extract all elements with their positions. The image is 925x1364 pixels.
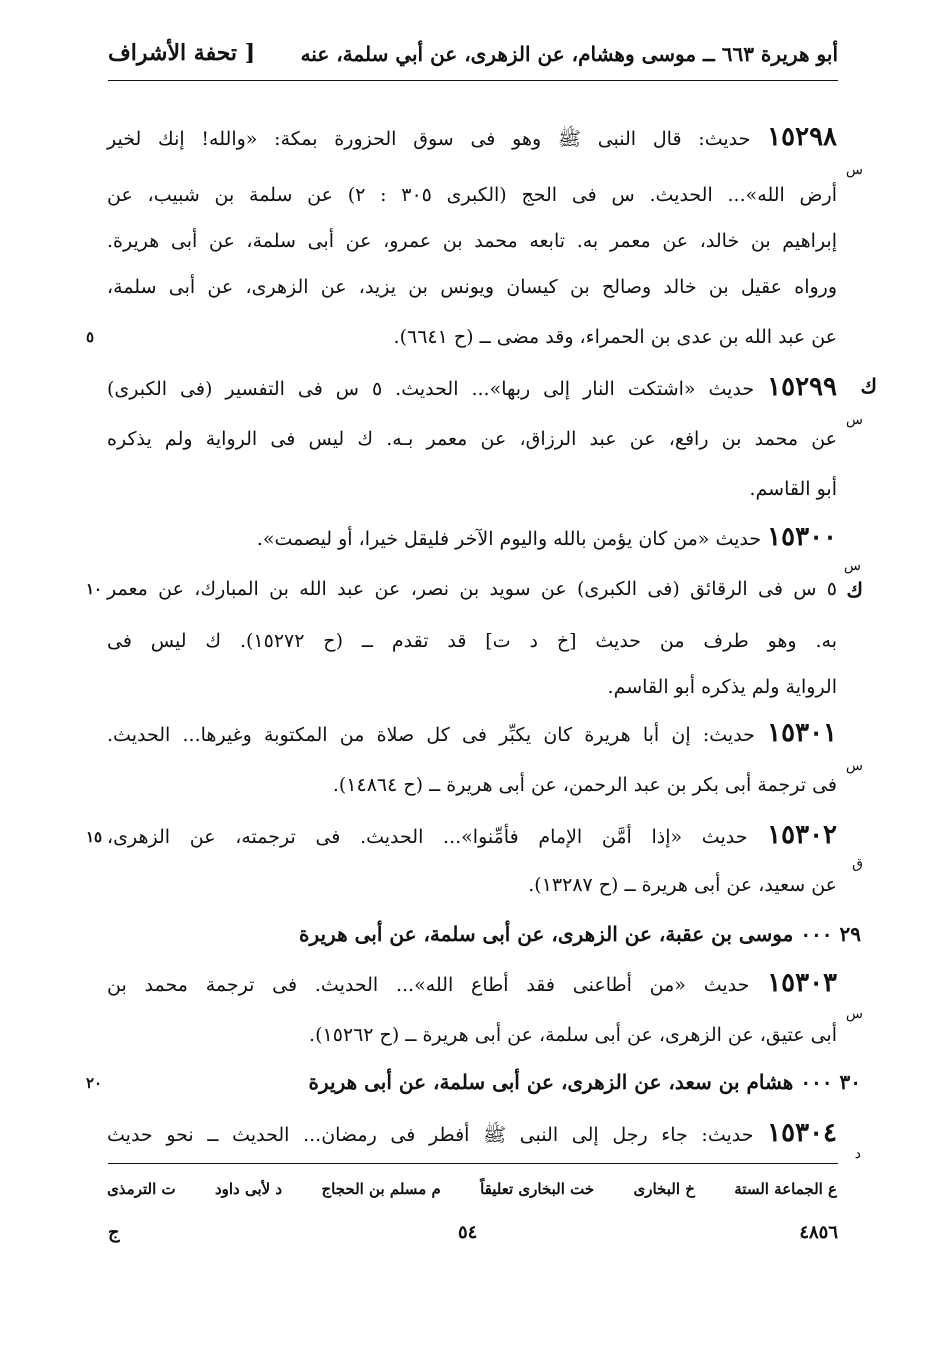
section-heading: ٣٠ ٠٠٠ هشام بن سعد، عن الزهرى، عن أبى سلمة، عن أبى هريرة — [308, 1070, 861, 1094]
text-line: ١٥٢٩٨ حديث: قال النبى ﷺ وهو فى سوق الحزورة بمكة: «والله! إنك لخير — [107, 122, 837, 152]
siglum: د — [854, 1146, 861, 1162]
text-line: أبو القاسم. — [749, 478, 837, 500]
text-line: عن عبد الله بن عدى بن الحمراء، وقد مضى ــ (ح ٦٦٤١). — [393, 326, 837, 348]
text-line: ١٥٣٠١ حديث: إن أبا هريرة كان يكبِّر فى كل صلاة من المكتوبة وغيرها... الحديث. — [107, 718, 837, 748]
text-line: به. وهو طرف من حديث [خ د ت] قد تقدم ــ (ح ١٥٢٧٢). ك ليس فى — [107, 630, 837, 652]
hadith-number: ١٥٢٩٨ — [767, 122, 837, 152]
page-header — [108, 38, 838, 78]
text-line: ١٥٢٩٩ حديث «اشتكت النار إلى ربها»... الحديث. ٥ س فى التفسير (فى الكبرى) — [107, 372, 837, 402]
text-line: ١٥٣٠٤ حديث: جاء رجل إلى النبى ﷺ أفطر فى رمضان... الحديث ــ نحو حديث — [107, 1118, 837, 1148]
signature-mark: ج — [108, 1222, 120, 1243]
text-line: أرض الله»... الحديث. س فى الحج (الكبرى ٣٠٥ : ٢) عن سلمة بن شبيب، عن — [107, 184, 837, 206]
siglum: س — [845, 162, 863, 178]
hadith-number: ١٥٣٠٢ — [767, 820, 837, 850]
text-line: إبراهيم بن خالد، عن معمر به. تابعه محمد بن عمرو، عن أبى سلمة، عن أبى هريرة. — [107, 230, 837, 252]
siglum: س — [845, 1006, 863, 1022]
page-code: ٤٨٥٦ — [799, 1222, 838, 1243]
line-number: ٥ — [86, 328, 95, 346]
page-number: ٥٤ — [458, 1222, 478, 1243]
hadith-number: ١٥٣٠٣ — [767, 968, 838, 998]
section-heading: ٢٩ ٠٠٠ موسى بن عقبة، عن الزهرى، عن أبى سلمة، عن أبى هريرة — [298, 922, 861, 946]
text-line: ١٥٣٠٢ حديث «إذا أمَّن الإمام فأمِّنوا»... الحديث. فى ترجمته، عن الزهرى، — [107, 820, 837, 850]
text-line: ٥ س فى الرقائق (فى الكبرى) عن سويد بن نصر، عن عبد الله بن المبارك، عن معمر — [107, 578, 837, 600]
text-line: عن سعيد، عن أبى هريرة ــ (ح ١٣٢٨٧). — [528, 874, 837, 896]
legend-item: ت الترمذى — [107, 1180, 176, 1198]
hadith-number: ١٥٣٠١ — [767, 718, 837, 748]
mark-glyph: ك — [846, 578, 863, 602]
legend-item: خ البخارى — [633, 1180, 695, 1198]
siglum: س — [843, 558, 861, 574]
page-footer — [108, 1222, 838, 1252]
text-line: ورواه عقيل بن خالد وصالح بن كيسان ويونس بن يزيد، عن الزهرى، عن أبى سلمة، — [107, 276, 837, 298]
siglum: س — [845, 758, 863, 774]
mark-glyph: ك — [860, 374, 877, 398]
text-line: الرواية ولم يذكره أبو القاسم. — [607, 676, 837, 698]
header-rule — [108, 80, 838, 81]
book-title: [ تحفة الأشراف — [108, 40, 256, 66]
siglum: ق — [852, 856, 863, 872]
text-line: أبى عتيق، عن الزهرى، عن أبى سلمة، عن أبى هريرة ــ (ح ١٥٢٦٢). — [309, 1024, 837, 1046]
legend-item: د لأبى داود — [214, 1180, 283, 1198]
hadith-number: ١٥٣٠٤ — [767, 1118, 837, 1148]
running-title: أبو هريرة ٦٦٣ ــ موسى وهشام، عن الزهرى، عن أبي سلمة، عنه — [300, 42, 838, 66]
hadith-number: ١٥٣٠٠ — [767, 522, 837, 552]
footer-rule — [108, 1163, 838, 1164]
text-line: عن محمد بن رافع، عن عبد الرزاق، عن معمر بـه. ك ليس فى الرواية ولم يذكره — [107, 428, 837, 450]
line-number: ١٥ — [86, 828, 103, 846]
siglum: س — [845, 412, 863, 428]
legend-item: م مسلم بن الحجاج — [321, 1180, 441, 1198]
line-number: ١٠ — [86, 580, 103, 598]
hadith-number: ١٥٢٩٩ — [767, 372, 837, 402]
text-line: ١٥٣٠٣ حديث «من أطاعنى فقد أطاع الله»... الحديث. فى ترجمة محمد بن — [107, 968, 838, 998]
text-line: ١٥٣٠٠ حديث «من كان يؤمن بالله واليوم الآخر فليقل خيرا، أو ليصمت». — [256, 522, 837, 552]
legend-item: ع الجماعة الستة — [734, 1180, 837, 1198]
legend-item: خت البخارى تعليقاً — [480, 1180, 595, 1198]
line-number: ٢٠ — [86, 1074, 103, 1092]
text-line: فى ترجمة أبى بكر بن عبد الرحمن، عن أبى هريرة ــ (ح ١٤٨٦٤). — [332, 774, 837, 796]
sigla-legend — [107, 1180, 837, 1198]
